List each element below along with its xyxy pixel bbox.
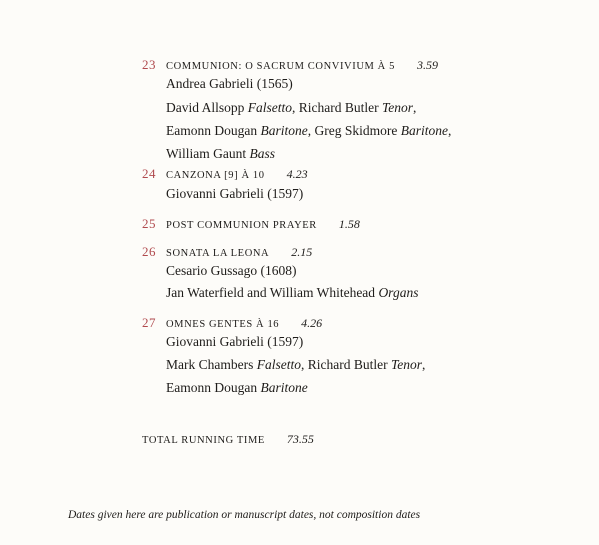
performer-name: Greg Skidmore: [314, 123, 398, 138]
track-duration: 3.59: [416, 58, 438, 72]
performer-name: Richard Butler: [307, 357, 388, 372]
performer-role: Falsetto: [247, 100, 293, 115]
total-label: TOTAL RUNNING TIME: [142, 435, 265, 446]
composer-line: [166, 334, 303, 350]
performers-line: Eamonn Dougan Baritone, Greg Skidmore Baritone,: [166, 123, 452, 138]
performer-role: Baritone: [260, 123, 308, 138]
track-duration: 2.15: [291, 245, 313, 259]
track-duration: 4.23: [286, 167, 308, 181]
total-duration: 73.55: [286, 432, 314, 446]
performer-name: Mark Chambers: [166, 357, 254, 372]
total-running-time: [142, 432, 314, 447]
performer-name: William Gaunt: [166, 146, 247, 161]
performer-role: Organs: [378, 285, 419, 300]
track-title-line: [166, 58, 438, 73]
track-title-line: [166, 167, 308, 182]
track-number: 25: [142, 216, 156, 231]
composer-name: Giovanni Gabrieli: [166, 334, 264, 349]
performers-line: David Allsopp Falsetto, Richard Butler Tenor,: [166, 100, 417, 115]
track-title: COMMUNION: O SACRUM CONVIVIUM À 5: [166, 61, 395, 72]
track-duration: 1.58: [338, 217, 360, 231]
performer-name: Eamonn Dougan: [166, 123, 258, 138]
performer-name: Eamonn Dougan: [166, 380, 258, 395]
track-title-line: [166, 245, 312, 260]
performer-name: Richard Butler: [298, 100, 379, 115]
performer-role: Bass: [249, 146, 275, 161]
track-title: OMNES GENTES À 16: [166, 319, 280, 330]
composer-date: (1597): [267, 334, 304, 349]
performer-names: Jan Waterfield and William Whitehead: [166, 285, 376, 300]
performer-role: Baritone: [400, 123, 448, 138]
composer-line: [166, 186, 303, 202]
performers-line: [166, 146, 275, 162]
composer-line: [166, 263, 297, 279]
performer-role: Baritone: [260, 380, 308, 395]
performer-name: David Allsopp: [166, 100, 245, 115]
performers-line: Mark Chambers Falsetto, Richard Butler Tenor,: [166, 357, 426, 372]
composer-date: (1608): [260, 263, 297, 278]
performer-role: Tenor: [390, 357, 422, 372]
track-title: POST COMMUNION PRAYER: [166, 220, 317, 231]
performers-line: [166, 285, 418, 301]
composer-date: (1597): [267, 186, 304, 201]
track-number: 27: [142, 315, 156, 330]
composer-name: Andrea Gabrieli: [166, 76, 254, 91]
composer-date: (1565): [256, 76, 293, 91]
performer-role: Tenor: [382, 100, 414, 115]
track-title-line: [166, 316, 322, 331]
composer-name: Giovanni Gabrieli: [166, 186, 264, 201]
composer-name: Cesario Gussago: [166, 263, 258, 278]
track-number: 24: [142, 166, 156, 181]
track-number: 26: [142, 244, 156, 259]
track-title-line: [166, 217, 360, 232]
track-duration: 4.26: [301, 316, 323, 330]
performer-role: Falsetto: [256, 357, 301, 372]
track-title: SONATA LA LEONA: [166, 248, 270, 259]
performers-line: [166, 380, 308, 396]
composer-line: [166, 76, 293, 92]
track-title: CANZONA [9] À 10: [166, 170, 265, 181]
track-number: 23: [142, 57, 156, 72]
footnote: Dates given here are publication or manuscript dates, not composition dates: [68, 509, 421, 521]
